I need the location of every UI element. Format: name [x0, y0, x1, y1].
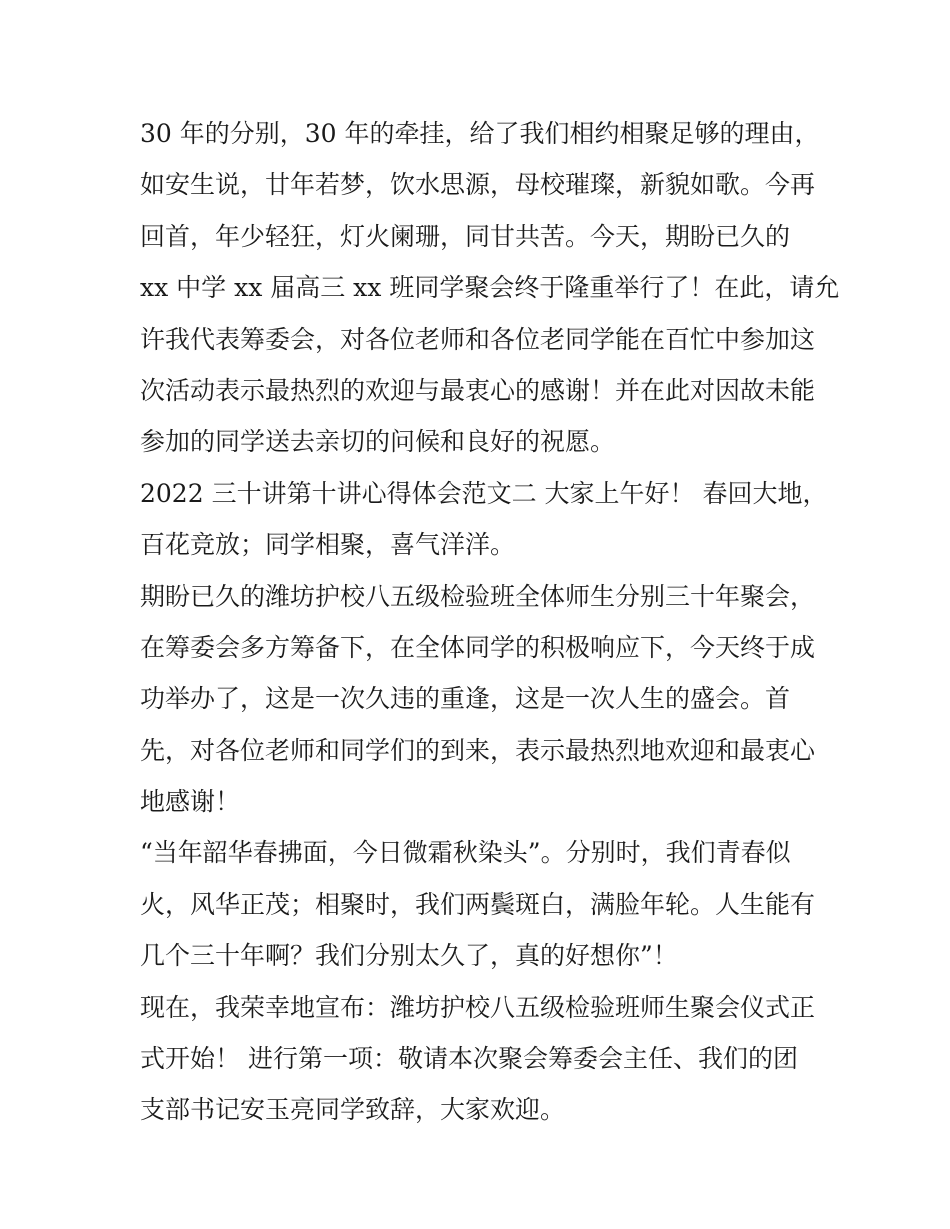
text-line: 先，对各位老师和同学们的到来，表示最热烈地欢迎和最衷心 [140, 735, 816, 765]
text-line: xx 中学 xx 届高三 xx 班同学聚会终于隆重举行了！在此，请允 [140, 273, 840, 303]
text-line: 地感谢！ [140, 787, 241, 817]
text-line: 期盼已久的潍坊护校八五级检验班全体师生分别三十年聚会， [140, 581, 816, 611]
text-line: 如安生说，廿年若梦，饮水思源，母校璀璨，新貌如歌。今再 [140, 170, 816, 200]
text-line: 回首，年少轻狂，灯火阑珊，同甘共苦。今天，期盼已久的 [140, 221, 791, 251]
text-line: 功举办了，这是一次久违的重逢，这是一次人生的盛会。首 [140, 684, 791, 714]
text-line: 火，风华正茂；相聚时，我们两鬓斑白，满脸年轮。人生能有 [140, 889, 816, 919]
text-line: 参加的同学送去亲切的问候和良好的祝愿。 [140, 427, 616, 457]
text-line: 现在，我荣幸地宣布：潍坊护校八五级检验班师生聚会仪式正 [140, 992, 816, 1022]
text-line: 30 年的分别，30 年的牵挂，给了我们相约相聚足够的理由， [140, 119, 820, 148]
text-line: 支部书记安玉亮同学致辞，大家欢迎。 [140, 1095, 566, 1125]
text-line: 2022 三十讲第十讲心得体会范文二 大家上午好！ 春回大地， [140, 478, 828, 508]
document-body [140, 108, 840, 1136]
text-line: 几个三十年啊？我们分别太久了，真的好想你”！ [140, 941, 678, 971]
text-line: “当年韶华春拂面，今日微霜秋染头”。分别时，我们青春似 [140, 838, 791, 868]
text-line: 百花竞放；同学相聚，喜气洋洋。 [140, 530, 516, 560]
text-line: 在筹委会多方筹备下，在全体同学的积极响应下，今天终于成 [140, 632, 816, 662]
text-line: 许我代表筹委会，对各位老师和各位老同学能在百忙中参加这 [140, 324, 816, 354]
text-line: 次活动表示最热烈的欢迎与最衷心的感谢！并在此对因故未能 [140, 375, 816, 405]
text-line: 式开始！ 进行第一项：敬请本次聚会筹委会主任、我们的团 [140, 1044, 798, 1074]
